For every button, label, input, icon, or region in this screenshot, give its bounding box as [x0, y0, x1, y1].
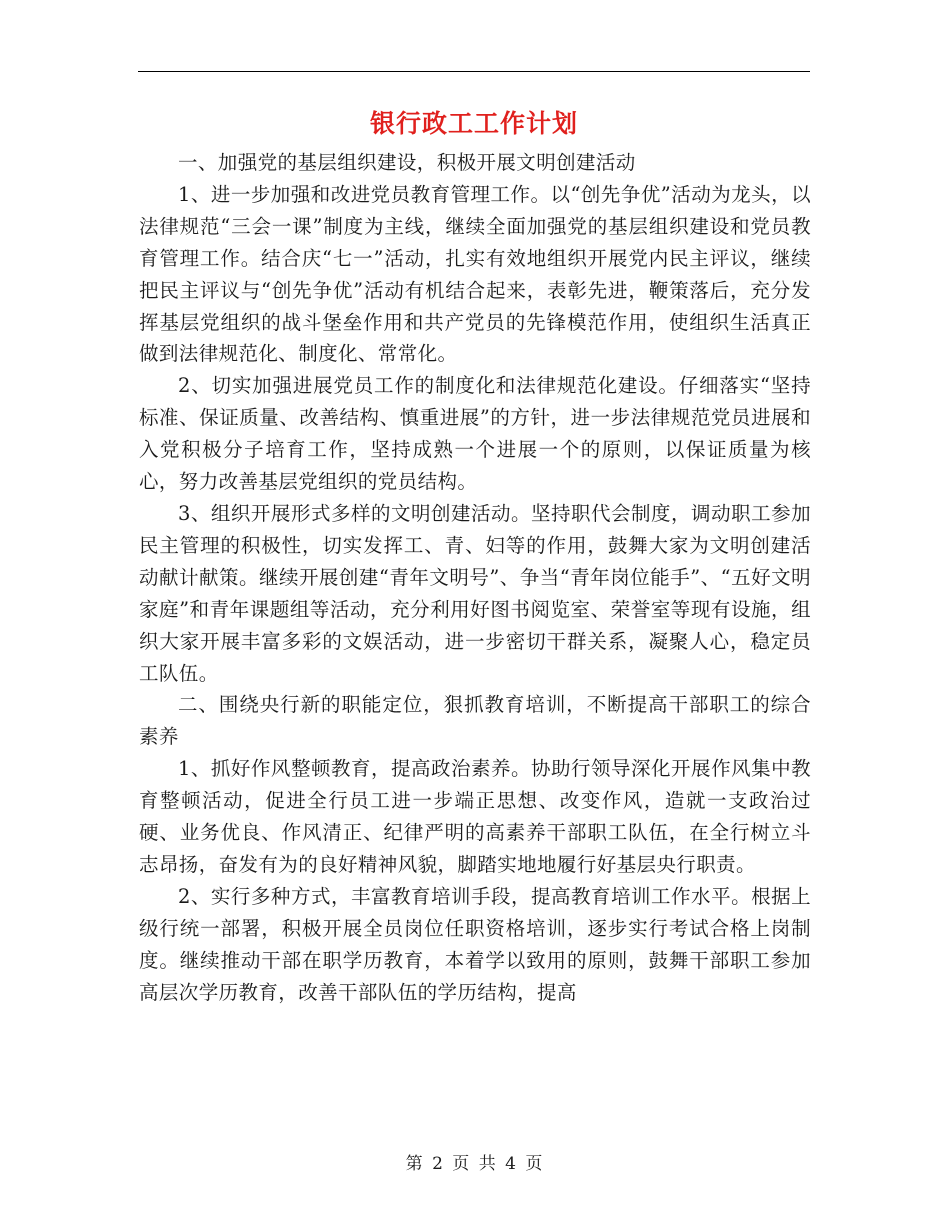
section-heading-2: 二、围绕央行新的职能定位，狠抓教育培训，不断提高干部职工的综合素养 — [139, 693, 811, 749]
document-body — [139, 147, 811, 1008]
paragraph: 1、进一步加强和改进党员教育管理工作。以“创先争优”活动为龙头，以法律规范“三会一课”制度为主线，继续全面加强党的基层组织建设和党员教育管理工作。结合庆“七一”活动，扎实有效地组织开展党内民主评议，继续把民主评议与“创先争优”活动有机结合起来，表彰先进，鞭策落后，充分发挥基层党组织的战斗堡垒作用和共产党员的先锋模范作用，使组织生活真正做到法律规范化、制度化、常常化。 — [139, 182, 811, 366]
paragraph: 2、实行多种方式，丰富教育培训手段，提高教育培训工作水平。根据上级行统一部署，积极开展全员岗位任职资格培训，逐步实行考试合格上岗制度。继续推动干部在职学历教育，本着学以致用的原则，鼓舞干部职工参加高层次学历教育，改善干部队伍的学历结构，提高 — [139, 884, 811, 1004]
header-rule — [138, 71, 810, 72]
paragraph: 3、组织开展形式多样的文明创建活动。坚持职代会制度，调动职工参加民主管理的积极性，切实发挥工、青、妇等的作用，鼓舞大家为文明创建活动献计献策。继续开展创建“青年文明号”、争当“青年岗位能手”、“五好文明家庭”和青年课题组等活动，充分利用好图书阅览室、荣誉室等现有设施，组织大家开展丰富多彩的文娱活动，进一步密切干群关系，凝聚人心，稳定员工队伍。 — [139, 501, 811, 685]
page-number-footer: 第 2 页 共 4 页 — [405, 1154, 545, 1174]
document-title: 银行政工工作计划 — [369, 109, 578, 138]
paragraph: 2、切实加强进展党员工作的制度化和法律规范化建设。仔细落实“坚持标准、保证质量、改善结构、慎重进展”的方针，进一步法律规范党员进展和入党积极分子培育工作，坚持成熟一个进展一个的原则，以保证质量为核心，努力改善基层党组织的党员结构。 — [139, 374, 811, 494]
section-heading-1: 一、加强党的基层组织建设，积极开展文明创建活动 — [178, 151, 636, 174]
paragraph: 1、抓好作风整顿教育，提高政治素养。协助行领导深化开展作风集中教育整顿活动，促进全行员工进一步端正思想、改变作风，造就一支政治过硬、业务优良、作风清正、纪律严明的高素养干部职工队伍，在全行树立斗志昂扬，奋发有为的良好精神风貌，脚踏实地地履行好基层央行职责。 — [139, 757, 811, 876]
